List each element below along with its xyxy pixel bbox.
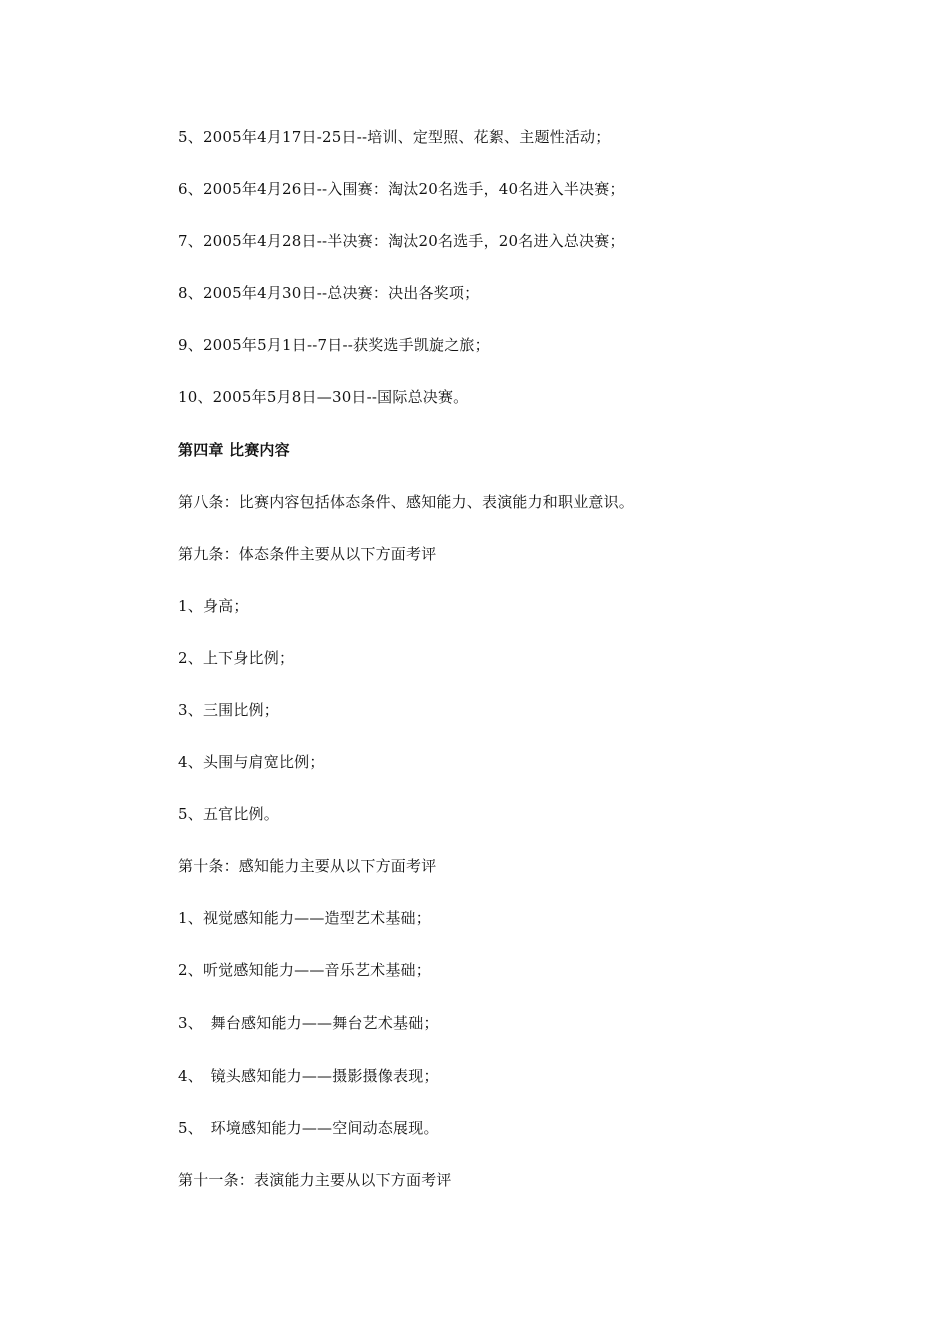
article-9-item-4: 4、头围与肩宽比例；: [178, 753, 325, 771]
article-9-item-3: 3、三围比例；: [178, 701, 279, 719]
schedule-item-6: 6、2005年4月26日--入围赛：淘汰20名选手，40名进入半决赛；: [178, 180, 625, 198]
schedule-item-10: 10、2005年5月8日—30日--国际总决赛。: [178, 388, 469, 406]
schedule-item-9: 9、2005年5月1日--7日--获奖选手凯旋之旅；: [178, 336, 490, 354]
schedule-item-8: 8、2005年4月30日--总决赛：决出各奖项；: [178, 284, 480, 302]
article-9-title: 第九条：体态条件主要从以下方面考评: [178, 545, 437, 563]
article-10-item-4: 4、 镜头感知能力——摄影摄像表现；: [178, 1067, 439, 1085]
schedule-item-7: 7、2005年4月28日--半决赛：淘汰20名选手，20名进入总决赛；: [178, 232, 625, 250]
schedule-item-5: 5、2005年4月17日-25日--培训、定型照、花絮、主题性活动；: [178, 128, 611, 146]
article-10-item-5: 5、 环境感知能力——空间动态展现。: [178, 1119, 439, 1137]
article-9-item-1: 1、身高；: [178, 597, 249, 615]
article-10-item-3: 3、 舞台感知能力——舞台艺术基础；: [178, 1014, 439, 1032]
article-8: 第八条：比赛内容包括体态条件、感知能力、表演能力和职业意识。: [178, 493, 635, 511]
article-9-item-2: 2、上下身比例；: [178, 649, 295, 667]
article-11-title: 第十一条：表演能力主要从以下方面考评: [178, 1171, 452, 1189]
chapter-title: 第四章 比赛内容: [178, 441, 290, 459]
article-10-item-1: 1、视觉感知能力——造型艺术基础；: [178, 909, 431, 927]
article-10-title: 第十条：感知能力主要从以下方面考评: [178, 857, 437, 875]
article-9-item-5: 5、五官比例。: [178, 805, 279, 823]
article-10-item-2: 2、听觉感知能力——音乐艺术基础；: [178, 961, 431, 979]
